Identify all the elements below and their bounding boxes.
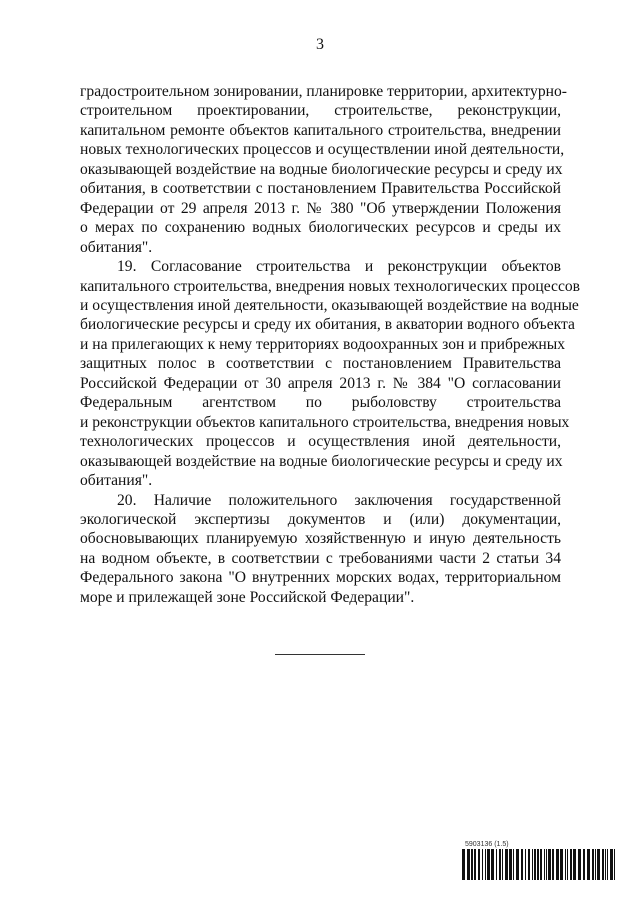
text-line: новых технологических процессов и осуществлении иной деятельности, bbox=[80, 141, 565, 159]
barcode-bar bbox=[534, 849, 536, 880]
barcode-bar bbox=[556, 849, 559, 880]
barcode-bar bbox=[487, 849, 490, 880]
text-line: 20. Наличие положительного заключения государственной bbox=[117, 491, 561, 509]
barcode-bar bbox=[583, 849, 585, 880]
barcode-bar bbox=[537, 849, 539, 880]
barcode-bar bbox=[513, 849, 514, 880]
text-line: экологической экспертизы документов и (или) документации, bbox=[80, 510, 561, 528]
barcode-bar bbox=[462, 849, 465, 880]
barcode-bar bbox=[592, 849, 594, 880]
barcode-bar bbox=[602, 849, 604, 880]
barcode-bar bbox=[565, 849, 566, 880]
barcode-bar bbox=[544, 849, 545, 880]
barcode-bar bbox=[485, 849, 486, 880]
barcode-bar bbox=[521, 849, 523, 880]
barcode-bar bbox=[548, 849, 551, 880]
barcode-bar bbox=[474, 849, 476, 880]
barcode-bar bbox=[509, 849, 512, 880]
barcode-bar bbox=[567, 849, 568, 880]
barcode-bar bbox=[573, 849, 576, 880]
barcode-bar bbox=[532, 849, 533, 880]
barcode-bar bbox=[502, 849, 503, 880]
text-line: капитальном ремонте объектов капитального строительства, внедрении bbox=[80, 121, 561, 139]
text-line: капитального строительства, внедрения новых технологических процессов bbox=[80, 277, 581, 295]
barcode-bar bbox=[614, 849, 615, 880]
barcode-bar bbox=[482, 849, 483, 880]
text-line: технологических процессов и осуществления иной деятельности, bbox=[80, 433, 561, 451]
barcode-bar bbox=[597, 849, 600, 880]
barcode-bar bbox=[516, 849, 519, 880]
text-line: и реконструкции объектов капитального строительства, внедрения новых bbox=[80, 413, 570, 431]
barcode-bar bbox=[560, 849, 563, 880]
text-line: Федерации от 29 апреля 2013 г. № 380 "Об утверждении Положения bbox=[80, 199, 561, 217]
text-line: обитания". bbox=[80, 472, 153, 490]
text-line: оказывающей воздействие на водные биологические ресурсы и среду их bbox=[80, 160, 563, 178]
barcode-bar bbox=[552, 849, 554, 880]
barcode-bar bbox=[471, 849, 473, 880]
text-line: и на прилегающих к нему территориях водоохранных зон и прибрежных bbox=[80, 335, 566, 353]
text-line: защитных полос в соответствии с постановлением Правительства bbox=[80, 355, 561, 373]
text-line: обитания". bbox=[80, 238, 153, 256]
text-line: на водном объекте, в соответствии с требованиями части 2 статьи 34 bbox=[80, 549, 561, 567]
barcode-bar bbox=[491, 849, 494, 880]
barcode-bar bbox=[546, 849, 547, 880]
text-line: градостроительном зонировании, планировке территории, архитектурно- bbox=[80, 83, 567, 100]
text-line: Федеральным агентством по рыболовству строительства bbox=[80, 394, 561, 412]
text-line: 19. Согласование строительства и реконструкции объектов bbox=[117, 258, 561, 276]
text-line: оказывающей воздействие на водные биологические ресурсы и среду их bbox=[80, 452, 563, 470]
text-line: Российской Федерации от 30 апреля 2013 г. № 384 "О согласовании bbox=[80, 374, 561, 392]
barcode-bar bbox=[570, 849, 572, 880]
barcode-bar bbox=[605, 849, 606, 880]
end-divider bbox=[275, 654, 365, 655]
document-body bbox=[80, 82, 581, 607]
barcode-bar bbox=[499, 849, 501, 880]
barcode-bar bbox=[610, 849, 613, 880]
barcode-label: 5903136 (1.5) bbox=[465, 841, 509, 848]
barcode-bar bbox=[587, 849, 590, 880]
barcode-bar bbox=[607, 849, 608, 880]
barcode-bar bbox=[595, 849, 596, 880]
text-line: обосновывающих планируемую хозяйственную и иную деятельность bbox=[80, 530, 561, 548]
barcode-bar bbox=[496, 849, 497, 880]
barcode-bar bbox=[540, 849, 542, 880]
text-line: о мерах по сохранению водных биологических ресурсов и среды их bbox=[80, 219, 561, 237]
text-line: биологические ресурсы и среду их обитания, в акватории водного объекта bbox=[80, 316, 575, 334]
barcode-bar bbox=[478, 849, 480, 880]
text-line: море и прилежащей зоне Российской Федерации". bbox=[80, 588, 415, 606]
text-line: обитания, в соответствии с постановлением Правительства Российской bbox=[80, 180, 561, 198]
barcode-bar bbox=[467, 849, 470, 880]
page-number: 3 bbox=[316, 36, 324, 53]
text-line: и осуществления иной деятельности, оказывающей воздействие на водные bbox=[80, 296, 579, 314]
text-line: Федерального закона "О внутренних морских водах, территориальном bbox=[80, 569, 561, 587]
barcode-bar bbox=[505, 849, 508, 880]
barcode-bar bbox=[578, 849, 581, 880]
barcode bbox=[462, 849, 615, 880]
text-line: строительном проектировании, строительстве, реконструкции, bbox=[80, 102, 561, 120]
barcode-bar bbox=[525, 849, 526, 880]
barcode-bar bbox=[528, 849, 530, 880]
